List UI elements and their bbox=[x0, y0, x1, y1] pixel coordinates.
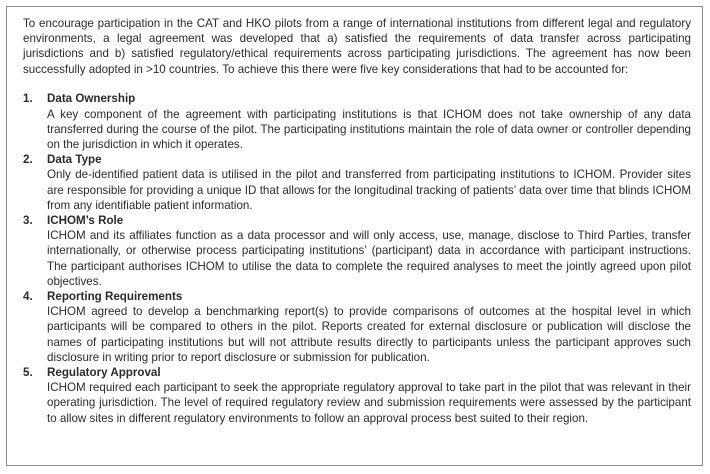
item-body: ICHOM required each participant to seek the appropriate regulatory approval to take part in the pilot that was relevant in their operating jurisdiction. The level of required regulatory review and submission requirements were assessed by the participant to allow sites in different regulatory environments to follow an approval process best suited to their region. bbox=[47, 381, 691, 425]
list-item-regulatory-approval bbox=[23, 365, 691, 426]
text-box bbox=[6, 6, 703, 466]
list-item-data-type bbox=[23, 152, 691, 213]
item-title: Regulatory Approval bbox=[47, 365, 161, 379]
item-number: 4. bbox=[23, 289, 33, 303]
item-body: ICHOM agreed to develop a benchmarking report(s) to provide comparisons of outcomes at the hospital level in which participants will be compared to others in the pilot. Reports created for external disclosure or publication will disclose the names of participating institutions but will not attribute results directly to participants unless the participant approves such disclosure in writing prior to report disclosure or submission for publication. bbox=[47, 305, 691, 364]
considerations-list bbox=[23, 91, 691, 425]
item-number: 3. bbox=[23, 213, 33, 227]
list-item-ichom-role bbox=[23, 213, 691, 289]
list-item-reporting-requirements bbox=[23, 289, 691, 365]
item-number: 2. bbox=[23, 153, 33, 167]
item-number: 1. bbox=[23, 92, 33, 106]
item-title: ICHOM’s Role bbox=[47, 213, 124, 227]
item-number: 5. bbox=[23, 365, 33, 379]
item-body: Only de-identified patient data is utilised in the pilot and transferred from participating institutions to ICHOM. Provider sites are responsible for providing a unique ID that allows for the longitudinal tracking of patients’ data over time that blinds ICHOM from any identifiable patient information. bbox=[47, 168, 691, 212]
item-title: Reporting Requirements bbox=[47, 289, 183, 303]
list-item-data-ownership bbox=[23, 91, 691, 152]
item-title: Data Ownership bbox=[47, 92, 136, 106]
item-body: ICHOM and its affiliates function as a data processor and will only access, use, manage, disclose to Third Parties, transfer internationally, or otherwise process participating institutions’ (participant) data in accordance with participant instructions. The participant authorises ICHOM to utilise the data to complete the required analyses to meet the jointly agreed upon pilot objectives. bbox=[47, 229, 691, 288]
item-title: Data Type bbox=[47, 153, 102, 167]
intro-paragraph: To encourage participation in the CAT and HKO pilots from a range of international institutions from different legal and regulatory environments, a legal agreement was developed that a) satisfied the requirements of data transfer across participating jurisdictions and b) satisfied regulatory/ethical requirements across participating jurisdictions. The agreement has now been successfully adopted in >10 countries. To achieve this there were five key considerations that had to be accounted for: bbox=[23, 17, 691, 76]
item-body: A key component of the agreement with participating institutions is that ICHOM does not take ownership of any data transferred during the course of the pilot. The participating institutions maintain the role of data owner or controller depending on the jurisdiction in which it operates. bbox=[47, 107, 691, 151]
